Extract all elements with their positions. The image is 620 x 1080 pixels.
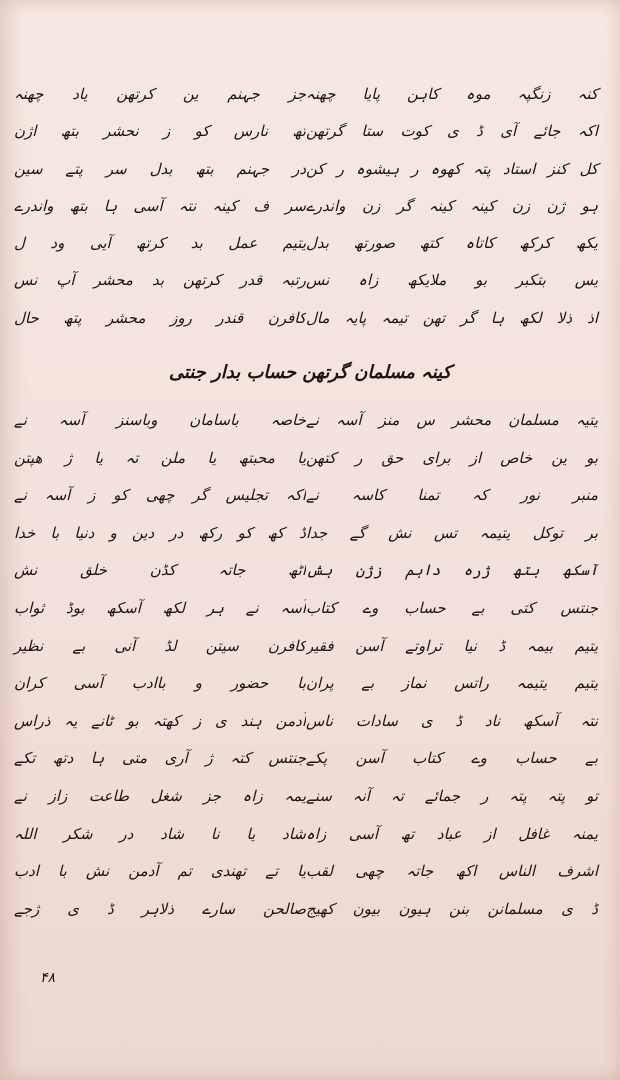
hemistich: کنہ زنگپہ موہ کاہن پایا چھنہ — [306, 85, 598, 103]
hemistich: یتیہ مسلمان محشر س منز آسہ نے — [306, 411, 598, 429]
couplet — [8, 300, 606, 337]
hemistich: ڈ ی مسلمانن بنن ہیون بیون کھیج — [306, 899, 598, 918]
couplet — [8, 515, 606, 553]
couplet — [8, 891, 606, 929]
couplet — [8, 665, 606, 703]
hemistich: اٹھ جاتہ کڈن خلق نش — [14, 561, 306, 580]
section-heading: کینہ مسلمان گرتھن حساب بدار جنتی — [168, 362, 452, 383]
couplet — [8, 778, 606, 816]
couplet — [8, 113, 606, 150]
couplet — [8, 151, 606, 188]
hemistich: یس بتکبر بو ملایکھ زاہ نس — [306, 271, 598, 290]
hemistich: کل کنز استاد پتہ کھوہ ر ہیشوہ ر کن — [306, 159, 598, 178]
hemistich: در جہنم بتھ بدل سر پتے سین — [14, 159, 306, 178]
hemistich: آسکھ بتھ ژرہ داہم زژن ہش — [306, 561, 598, 580]
hemistich: یتیم بیمہ ڈ نیا تراوتے آسن فقیر — [306, 636, 598, 655]
couplet — [8, 477, 606, 515]
hemistich: شاد یا نا شاد در شکر اللہ — [14, 824, 306, 843]
hemistich: یمنہ غافل از عباد تھ آسی زاہ — [306, 824, 598, 843]
couplet — [8, 188, 606, 225]
couplet — [8, 853, 606, 891]
couplet — [8, 816, 606, 854]
hemistich: کافرن سیتن لڈ آنی بے نظیر — [14, 636, 306, 655]
hemistich: اشرف الناس اکھ جاتہ چھی لقب — [306, 862, 598, 881]
top-verses — [8, 76, 606, 337]
hemistich: یتیم یتیمہ راتس نماز بے پران — [306, 674, 598, 693]
couplet — [8, 402, 606, 440]
hemistich: اکہ جائے آی ڈ ی کوت ستا گرتھن — [306, 122, 598, 141]
couplet — [8, 262, 606, 299]
hemistich: تھ نارس کو ز نحشر بتھ اژن — [14, 122, 306, 141]
hemistich: رتبہ قدر کرتھن بد محشر آپ نس — [14, 271, 306, 290]
hemistich: یا محبتھ یا ملن تہ یا ژ ھپتن — [14, 448, 306, 467]
hemistich: ڈ کھ کو رکھ در دین و دنیا با خدا — [14, 523, 306, 542]
hemistich: یمہ زاہ جز شغل طاعت زاز نے — [14, 786, 306, 805]
hemistich: اکہ تجلیس گر چھی کو ز آسہ نے — [14, 486, 306, 505]
page-number: ۴۸ — [40, 970, 56, 986]
hemistich: تو پتہ پتہ ر جمائے تہ آنہ سنے — [306, 786, 598, 805]
hemistich: ہو ژن زن کینہ کینہ گر زن واندرے — [306, 196, 598, 215]
hemistich: سر ف کینہ نتہ آسی ہا بتھ واندرے — [14, 196, 306, 215]
couplet — [8, 740, 606, 778]
hemistich: یکھ کرکھ کاتاہ کتھ صورتھ بدل — [306, 234, 598, 253]
hemistich: یا تے تھندی تم آدمن نش با ادب — [14, 862, 306, 881]
couplet — [8, 703, 606, 741]
couplet — [8, 552, 606, 590]
hemistich: آسہ نے ہر لکھ آسکھ بوڈ ثواب — [14, 598, 306, 617]
hemistich: بے حساب وے کتاب آسن پکے — [306, 749, 598, 768]
couplet — [8, 440, 606, 478]
couplet — [8, 225, 606, 262]
hemistich: با حضور و باادب آسی کران — [14, 674, 306, 693]
couplet — [8, 590, 606, 628]
hemistich: بر توکل یتیمہ تس نش گے جدا — [306, 523, 598, 542]
couplet — [8, 628, 606, 666]
hemistich: بو ین خاص از برای حق ر کتھن — [306, 448, 598, 467]
hemistich: منبر نور کہ تمنا کاسہ نے — [306, 486, 598, 505]
bottom-verses — [8, 402, 606, 928]
hemistich: صالحن سارے ذلاہر ڈ ی ژجے — [14, 899, 306, 918]
hemistich: اذ ذلا لکھ ہا گر تھن تیمہ پایہ مال — [306, 308, 598, 327]
hemistich: آدمن ہند ی ز کھتہ بو ٹانے یہ ذراس — [14, 711, 306, 730]
hemistich: نتہ آسکھ ناد ڈ ی سادات ناس — [306, 711, 598, 730]
couplet — [8, 76, 606, 113]
hemistich: کافرن قندر روز محشر پتھ حال — [14, 308, 306, 327]
hemistich: جز جہنم ین کرتھن یاد چھنہ — [14, 85, 306, 103]
hemistich: جنتس کتی بے حساب وے کتاب — [306, 598, 598, 617]
hemistich: یتیم عمل بد کرتھ آیی ود ل — [14, 234, 306, 253]
hemistich: جنتس کتہ ژ آری متی ہا دتھ تکے — [14, 749, 306, 768]
hemistich: خاصہ باسامان وباسنز آسہ نے — [14, 411, 306, 429]
